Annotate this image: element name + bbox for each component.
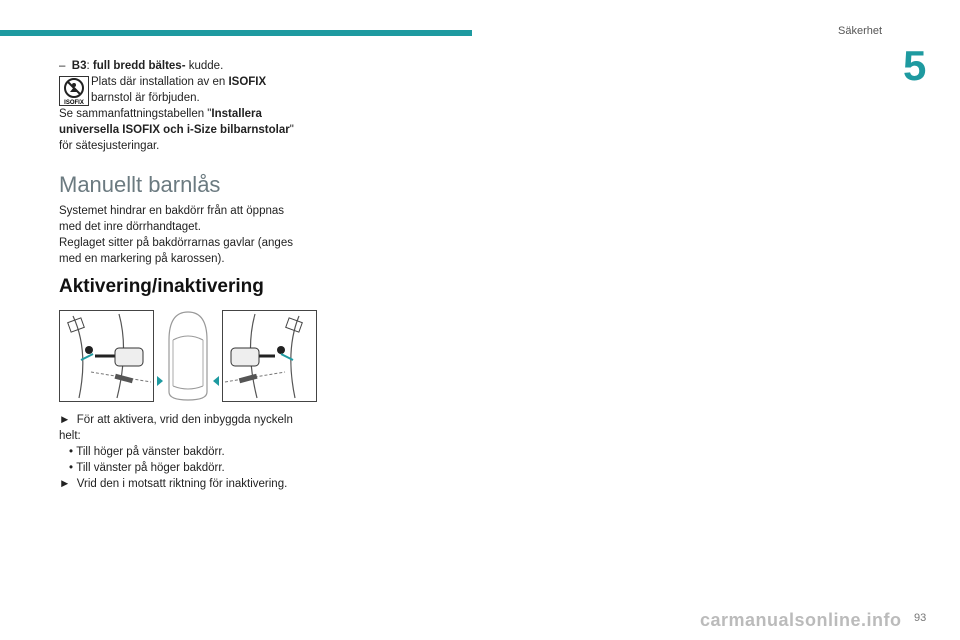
manual-lock-p1: Systemet hindrar en bakdörr från att öppnas med det inre dörrhandtaget. <box>59 205 285 233</box>
b3-rest: kudde. <box>185 60 224 72</box>
car-top-view <box>169 312 207 400</box>
intro-block <box>59 58 309 154</box>
manual-lock-p2: Reglaget sitter på bakdörrarnas gavlar (anges med en markering på karossen). <box>59 237 293 265</box>
see-prefix: Se sammanfattningstabellen " <box>59 108 212 120</box>
isofix-text <box>91 74 311 106</box>
isofix-bold: ISOFIX <box>228 76 267 88</box>
step-2 <box>59 476 309 492</box>
isofix-warning <box>59 74 309 122</box>
bullet-2 <box>59 460 309 476</box>
chapter-number: 5 <box>903 42 927 89</box>
b3-line: – B3: full bredd bältes- kudde. <box>59 60 224 72</box>
isofix-text-1: Plats där installation av en <box>91 76 229 88</box>
see-suffix: " <box>289 124 294 136</box>
right-rear-door-marker <box>213 376 219 386</box>
activation-heading: Aktivering/inaktivering <box>59 276 264 297</box>
activation-steps <box>59 412 309 492</box>
bullet-1 <box>59 444 309 460</box>
bullet-1-text: Till höger på vänster bakdörr. <box>76 446 225 458</box>
section-title: Säkerhet <box>838 25 883 37</box>
isofix-icon-label: ISOFIX <box>64 100 84 106</box>
right-lock-icon <box>277 346 285 354</box>
header-accent-bar <box>0 30 472 36</box>
arrow-right-icon: ► <box>59 478 71 490</box>
child-lock-illustration <box>59 310 317 402</box>
page-number: 93 <box>914 612 927 624</box>
see-rest: för sätesjusteringar. <box>59 140 160 152</box>
bullet-2-text: Till vänster på höger bakdörr. <box>76 462 225 474</box>
bullet-icon: • <box>69 462 74 474</box>
step-2-text: Vrid den i motsatt riktning för inaktivering. <box>76 478 288 490</box>
step-1-text: För att aktivera, vrid den inbyggda nyckeln helt: <box>59 414 293 442</box>
step-1 <box>59 412 309 444</box>
see-bold: Installera universella ISOFIX och i-Size bilbarnstolar <box>59 108 290 136</box>
manual-lock-body <box>59 203 309 267</box>
isofix-text-2: barnstol är förbjuden. <box>91 92 200 104</box>
isofix-forbidden-icon <box>59 76 89 106</box>
left-key-icon <box>115 348 143 366</box>
right-key-icon <box>231 348 259 366</box>
arrow-right-icon: ► <box>59 414 71 426</box>
bullet-icon: • <box>69 446 74 458</box>
b3-code: B3 <box>71 60 87 72</box>
left-lock-icon <box>85 346 93 354</box>
b3-bold: full bredd bältes- <box>92 60 186 72</box>
left-rear-door-marker <box>157 376 163 386</box>
manual-lock-heading: Manuellt barnlås <box>59 172 221 197</box>
dash: – <box>59 60 66 72</box>
watermark: carmanualsonline.info <box>700 610 902 630</box>
